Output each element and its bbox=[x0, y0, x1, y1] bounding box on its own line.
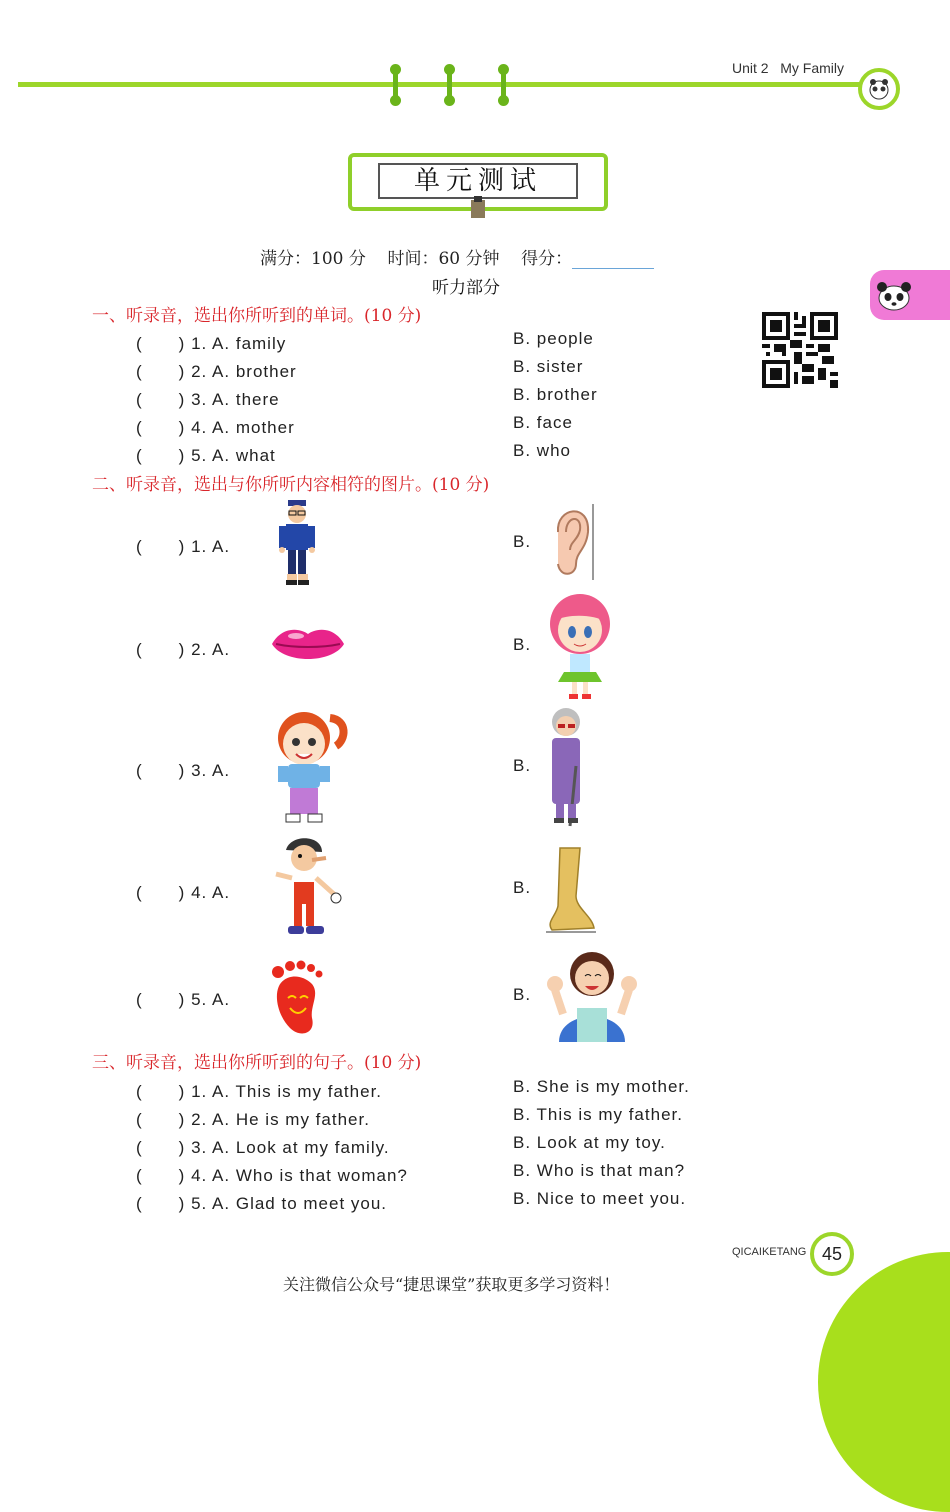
section1-heading: 一、听录音，选出你所听到的单词。(10 分) bbox=[92, 306, 422, 326]
option-a-text[interactable]: family bbox=[235, 334, 287, 353]
option-a-text[interactable]: there bbox=[235, 390, 280, 409]
panda-badge-icon bbox=[858, 68, 900, 110]
option-a-label: A. bbox=[212, 1082, 231, 1101]
unit-label: Unit 2 My Family bbox=[732, 60, 845, 76]
footer-note: 关注微信公众号“捷思课堂”获取更多学习资料！ bbox=[283, 1275, 620, 1294]
option-b bbox=[513, 1105, 683, 1125]
option-a-label: A. bbox=[212, 990, 231, 1009]
option-b bbox=[513, 532, 531, 552]
answer-blank[interactable]: ( ) bbox=[136, 640, 186, 659]
question-row bbox=[136, 878, 230, 903]
answer-blank[interactable]: ( ) bbox=[136, 1110, 186, 1129]
question-row bbox=[136, 385, 280, 410]
question-row bbox=[136, 1077, 382, 1102]
question-number: 1. bbox=[191, 334, 208, 353]
question-number: 2. bbox=[191, 640, 208, 659]
option-b-label: B. bbox=[513, 1161, 532, 1180]
pin-icon bbox=[501, 66, 506, 104]
question-number: 5. bbox=[191, 990, 208, 1009]
answer-blank[interactable]: ( ) bbox=[136, 883, 186, 902]
option-b-label: B. bbox=[513, 385, 532, 404]
option-b bbox=[513, 413, 573, 433]
answer-blank[interactable]: ( ) bbox=[136, 761, 186, 780]
option-a-label: A. bbox=[212, 537, 231, 556]
page-number: 45 bbox=[810, 1232, 854, 1276]
header-rule bbox=[18, 82, 863, 87]
option-b bbox=[513, 385, 598, 405]
answer-blank[interactable]: ( ) bbox=[136, 390, 186, 409]
option-a-text[interactable]: brother bbox=[235, 362, 297, 381]
option-a-label: A. bbox=[212, 1138, 231, 1157]
question-row bbox=[136, 756, 230, 781]
option-a-label: A. bbox=[212, 761, 231, 780]
option-a-label: A. bbox=[212, 390, 231, 409]
question-row bbox=[136, 1189, 387, 1214]
option-a-label: A. bbox=[212, 362, 231, 381]
question-row bbox=[136, 329, 286, 354]
option-a-text[interactable]: mother bbox=[235, 418, 295, 437]
question-row bbox=[136, 1161, 408, 1186]
option-b bbox=[513, 1133, 666, 1153]
option-b bbox=[513, 635, 531, 655]
option-b-label: B. bbox=[513, 756, 532, 775]
score-line: 满分：100 分 时间：60 分钟 得分： bbox=[260, 244, 654, 269]
option-b-text[interactable]: people bbox=[536, 329, 594, 348]
option-b-label: B. bbox=[513, 441, 532, 460]
pin-icon bbox=[447, 66, 452, 104]
score-blank[interactable] bbox=[572, 250, 654, 269]
part-title: 听力部分 bbox=[432, 278, 500, 298]
option-a-label: A. bbox=[212, 446, 231, 465]
question-row bbox=[136, 532, 230, 557]
option-b-text[interactable]: Look at my toy. bbox=[536, 1133, 666, 1152]
option-b bbox=[513, 756, 531, 776]
girl-pigtail-icon[interactable] bbox=[268, 706, 348, 828]
brand-label: QICAIKETANG bbox=[732, 1246, 807, 1258]
option-a-label: A. bbox=[212, 334, 231, 353]
foot-icon[interactable] bbox=[266, 958, 328, 1038]
question-number: 4. bbox=[191, 883, 208, 902]
option-b-text[interactable]: face bbox=[536, 413, 573, 432]
girl-icon[interactable] bbox=[544, 592, 616, 700]
answer-blank[interactable]: ( ) bbox=[136, 446, 186, 465]
question-number: 3. bbox=[191, 1138, 208, 1157]
side-tab bbox=[870, 270, 950, 320]
question-row bbox=[136, 1105, 370, 1130]
option-b-text[interactable]: Nice to meet you. bbox=[536, 1189, 687, 1208]
option-b-label: B. bbox=[513, 1189, 532, 1208]
option-b-label: B. bbox=[513, 1077, 532, 1096]
option-b bbox=[513, 1189, 686, 1209]
option-b-label: B. bbox=[513, 357, 532, 376]
answer-blank[interactable]: ( ) bbox=[136, 1194, 186, 1213]
option-b-text[interactable]: Who is that man? bbox=[536, 1161, 686, 1180]
question-number: 2. bbox=[191, 362, 208, 381]
question-row bbox=[136, 635, 230, 660]
option-a-label: A. bbox=[212, 883, 231, 902]
option-a-label: A. bbox=[212, 1166, 231, 1185]
option-b-text[interactable]: She is my mother. bbox=[536, 1077, 690, 1096]
question-number: 1. bbox=[191, 1082, 208, 1101]
option-a-text[interactable]: This is my father. bbox=[235, 1082, 383, 1101]
section3-heading: 三、听录音，选出你所听到的句子。(10 分) bbox=[92, 1053, 422, 1073]
question-number: 3. bbox=[191, 761, 208, 780]
option-b-text[interactable]: sister bbox=[536, 357, 584, 376]
woman-waving-icon[interactable] bbox=[545, 946, 639, 1042]
option-a-text[interactable]: Who is that woman? bbox=[235, 1166, 408, 1185]
question-row bbox=[136, 357, 297, 382]
mouth-icon[interactable] bbox=[270, 622, 346, 666]
boy-icon[interactable] bbox=[272, 500, 322, 588]
answer-blank[interactable]: ( ) bbox=[136, 1166, 186, 1185]
option-a-text[interactable]: what bbox=[235, 446, 276, 465]
option-b-label: B. bbox=[513, 985, 532, 1004]
option-a-text[interactable]: Glad to meet you. bbox=[235, 1194, 388, 1213]
option-a-label: A. bbox=[212, 640, 231, 659]
option-b bbox=[513, 441, 571, 461]
option-b-text[interactable]: who bbox=[536, 441, 571, 460]
qr-code-icon[interactable] bbox=[762, 312, 838, 388]
answer-blank[interactable]: ( ) bbox=[136, 1138, 186, 1157]
option-b-text[interactable]: This is my father. bbox=[536, 1105, 683, 1124]
option-b-label: B. bbox=[513, 532, 532, 551]
option-b bbox=[513, 329, 594, 349]
option-a-label: A. bbox=[212, 418, 231, 437]
ear-icon[interactable] bbox=[546, 502, 596, 582]
question-row bbox=[136, 1133, 390, 1158]
option-b-label: B. bbox=[513, 413, 532, 432]
answer-blank[interactable]: ( ) bbox=[136, 537, 186, 556]
pin-icon bbox=[393, 66, 398, 104]
option-a-label: A. bbox=[212, 1110, 231, 1129]
option-a-text[interactable]: He is my father. bbox=[235, 1110, 370, 1129]
corner-decoration bbox=[818, 1252, 950, 1512]
option-b bbox=[513, 357, 583, 377]
option-a-label: A. bbox=[212, 1194, 231, 1213]
tag-icon bbox=[468, 196, 488, 220]
question-row bbox=[136, 413, 295, 438]
option-b bbox=[513, 985, 531, 1005]
question-number: 3. bbox=[191, 390, 208, 409]
pinocchio-icon[interactable] bbox=[272, 834, 342, 944]
answer-blank[interactable]: ( ) bbox=[136, 990, 186, 1009]
question-number: 4. bbox=[191, 1166, 208, 1185]
answer-blank[interactable]: ( ) bbox=[136, 418, 186, 437]
question-number: 4. bbox=[191, 418, 208, 437]
panda-icon bbox=[872, 272, 922, 322]
option-b-label: B. bbox=[513, 329, 532, 348]
answer-blank[interactable]: ( ) bbox=[136, 362, 186, 381]
question-number: 1. bbox=[191, 537, 208, 556]
leg-icon[interactable] bbox=[546, 846, 596, 936]
option-b bbox=[513, 1077, 690, 1097]
question-row bbox=[136, 985, 230, 1010]
question-number: 5. bbox=[191, 1194, 208, 1213]
section2-heading: 二、听录音，选出与你所听内容相符的图片。(10 分) bbox=[92, 475, 490, 495]
option-b-text[interactable]: brother bbox=[536, 385, 598, 404]
answer-blank[interactable]: ( ) bbox=[136, 1082, 186, 1101]
option-b-label: B. bbox=[513, 1133, 532, 1152]
page-title: 单元测试 bbox=[378, 163, 578, 199]
option-b-label: B. bbox=[513, 1105, 532, 1124]
option-b-label: B. bbox=[513, 635, 532, 654]
option-b bbox=[513, 878, 531, 898]
question-number: 2. bbox=[191, 1110, 208, 1129]
answer-blank[interactable]: ( ) bbox=[136, 334, 186, 353]
question-row bbox=[136, 441, 276, 466]
grandmother-icon[interactable] bbox=[542, 706, 592, 828]
question-number: 5. bbox=[191, 446, 208, 465]
option-a-text[interactable]: Look at my family. bbox=[235, 1138, 390, 1157]
option-b-label: B. bbox=[513, 878, 532, 897]
option-b bbox=[513, 1161, 685, 1181]
